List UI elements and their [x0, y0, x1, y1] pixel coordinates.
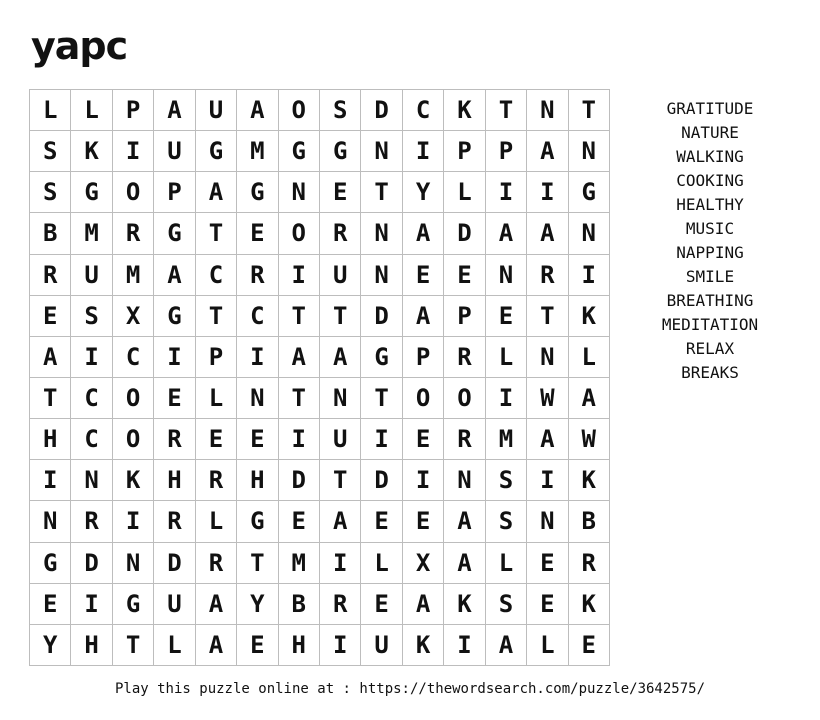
grid-cell[interactable]: H	[279, 625, 320, 666]
grid-cell[interactable]: L	[444, 172, 485, 213]
grid-cell[interactable]: A	[569, 378, 610, 419]
grid-cell[interactable]: I	[71, 584, 112, 625]
grid-cell[interactable]: E	[237, 213, 278, 254]
grid-cell[interactable]: A	[444, 543, 485, 584]
grid-cell[interactable]: I	[486, 172, 527, 213]
grid-cell[interactable]: X	[403, 543, 444, 584]
grid-cell[interactable]: I	[320, 543, 361, 584]
word-list-item: GRATITUDE	[666, 99, 754, 118]
play-online-footer: Play this puzzle online at : https://thewordsearch.com/puzzle/3642575/	[114, 681, 705, 697]
grid-cell[interactable]: N	[30, 501, 71, 542]
grid-cell[interactable]: A	[403, 213, 444, 254]
grid-cell[interactable]: R	[527, 255, 568, 296]
grid-cell[interactable]: T	[361, 378, 402, 419]
grid-cell[interactable]: I	[361, 419, 402, 460]
grid-cell[interactable]: I	[279, 419, 320, 460]
grid-cell[interactable]: I	[71, 337, 112, 378]
grid-cell[interactable]: E	[444, 255, 485, 296]
grid-cell[interactable]: I	[154, 337, 195, 378]
grid-cell[interactable]: T	[196, 296, 237, 337]
grid-cell[interactable]: G	[71, 172, 112, 213]
grid-cell[interactable]: T	[279, 378, 320, 419]
grid-cell[interactable]: C	[403, 90, 444, 131]
grid-cell[interactable]: P	[196, 337, 237, 378]
grid-cell[interactable]: L	[196, 501, 237, 542]
word-list	[640, 97, 780, 385]
grid-cell[interactable]: K	[403, 625, 444, 666]
grid-cell[interactable]: K	[113, 460, 154, 501]
grid-cell[interactable]: N	[279, 172, 320, 213]
letter-grid[interactable]	[29, 89, 610, 666]
grid-cell[interactable]: O	[444, 378, 485, 419]
grid-cell[interactable]: E	[237, 625, 278, 666]
grid-cell[interactable]: R	[237, 255, 278, 296]
grid-cell[interactable]: Y	[237, 584, 278, 625]
grid-cell[interactable]: A	[279, 337, 320, 378]
grid-cell[interactable]: C	[113, 337, 154, 378]
grid-cell[interactable]: H	[154, 460, 195, 501]
grid-cell[interactable]: L	[71, 90, 112, 131]
grid-cell[interactable]: S	[486, 584, 527, 625]
grid-cell[interactable]: K	[444, 90, 485, 131]
grid-cell[interactable]: D	[361, 90, 402, 131]
word-list-item: COOKING	[676, 171, 744, 190]
grid-cell[interactable]: C	[71, 419, 112, 460]
grid-cell[interactable]: U	[71, 255, 112, 296]
grid-cell[interactable]: O	[113, 419, 154, 460]
grid-cell[interactable]: E	[154, 378, 195, 419]
grid-cell[interactable]: A	[403, 584, 444, 625]
word-list-item: SMILE	[685, 267, 735, 286]
grid-cell[interactable]: P	[113, 90, 154, 131]
grid-cell[interactable]: B	[30, 213, 71, 254]
grid-cell[interactable]: U	[361, 625, 402, 666]
grid-cell[interactable]: Y	[403, 172, 444, 213]
grid-cell[interactable]: G	[237, 501, 278, 542]
grid-cell[interactable]: N	[113, 543, 154, 584]
grid-cell[interactable]: A	[320, 337, 361, 378]
grid-cell[interactable]: O	[403, 378, 444, 419]
grid-cell[interactable]: I	[403, 131, 444, 172]
grid-cell[interactable]: L	[30, 90, 71, 131]
grid-cell[interactable]: G	[154, 296, 195, 337]
grid-cell[interactable]: P	[444, 131, 485, 172]
grid-cell[interactable]: E	[403, 255, 444, 296]
grid-cell[interactable]: A	[320, 501, 361, 542]
grid-cell[interactable]: N	[71, 460, 112, 501]
grid-cell[interactable]: N	[361, 213, 402, 254]
grid-cell[interactable]: A	[527, 213, 568, 254]
word-list-item: MEDITATION	[661, 315, 759, 334]
grid-cell[interactable]: T	[113, 625, 154, 666]
grid-cell[interactable]: N	[486, 255, 527, 296]
grid-cell[interactable]: E	[403, 501, 444, 542]
grid-cell[interactable]: L	[486, 543, 527, 584]
grid-cell[interactable]: N	[361, 255, 402, 296]
grid-cell[interactable]: D	[361, 296, 402, 337]
grid-cell[interactable]: S	[30, 131, 71, 172]
grid-cell[interactable]: M	[237, 131, 278, 172]
grid-cell[interactable]: E	[320, 172, 361, 213]
grid-cell[interactable]: D	[154, 543, 195, 584]
grid-cell[interactable]: L	[569, 337, 610, 378]
grid-cell[interactable]: K	[71, 131, 112, 172]
grid-cell[interactable]: O	[279, 213, 320, 254]
grid-cell[interactable]: W	[569, 419, 610, 460]
grid-cell[interactable]: I	[113, 131, 154, 172]
grid-cell[interactable]: I	[279, 255, 320, 296]
grid-cell[interactable]: B	[569, 501, 610, 542]
grid-cell[interactable]: I	[444, 625, 485, 666]
grid-cell[interactable]: G	[154, 213, 195, 254]
grid-cell[interactable]: A	[486, 625, 527, 666]
grid-cell[interactable]: E	[30, 296, 71, 337]
grid-cell[interactable]: A	[154, 255, 195, 296]
grid-cell[interactable]: A	[30, 337, 71, 378]
grid-cell[interactable]: A	[237, 90, 278, 131]
grid-cell[interactable]: S	[486, 460, 527, 501]
grid-cell[interactable]: S	[71, 296, 112, 337]
grid-cell[interactable]: R	[569, 543, 610, 584]
grid-cell[interactable]: G	[196, 131, 237, 172]
grid-cell[interactable]: L	[154, 625, 195, 666]
grid-cell[interactable]: C	[237, 296, 278, 337]
grid-cell[interactable]: R	[154, 501, 195, 542]
grid-cell[interactable]: Y	[30, 625, 71, 666]
grid-cell[interactable]: I	[237, 337, 278, 378]
grid-cell[interactable]: T	[569, 90, 610, 131]
grid-cell[interactable]: O	[113, 378, 154, 419]
grid-cell[interactable]: L	[361, 543, 402, 584]
word-list-item: RELAX	[685, 339, 735, 358]
grid-cell[interactable]: E	[237, 419, 278, 460]
grid-cell[interactable]: R	[196, 543, 237, 584]
grid-cell[interactable]: T	[320, 296, 361, 337]
grid-cell[interactable]: G	[279, 131, 320, 172]
grid-cell[interactable]: N	[361, 131, 402, 172]
grid-cell[interactable]: G	[113, 584, 154, 625]
grid-cell[interactable]: N	[527, 90, 568, 131]
grid-cell[interactable]: U	[154, 584, 195, 625]
grid-cell[interactable]: L	[486, 337, 527, 378]
grid-cell[interactable]: I	[527, 460, 568, 501]
grid-cell[interactable]: M	[71, 213, 112, 254]
grid-cell[interactable]: D	[361, 460, 402, 501]
grid-cell[interactable]: E	[279, 501, 320, 542]
grid-cell[interactable]: W	[527, 378, 568, 419]
grid-cell[interactable]: K	[569, 296, 610, 337]
grid-cell[interactable]: M	[486, 419, 527, 460]
grid-cell[interactable]: T	[361, 172, 402, 213]
grid-cell[interactable]: I	[403, 460, 444, 501]
grid-cell[interactable]: R	[320, 213, 361, 254]
grid-cell[interactable]: N	[320, 378, 361, 419]
grid-cell[interactable]: U	[320, 255, 361, 296]
grid-cell[interactable]: I	[486, 378, 527, 419]
grid-cell[interactable]: M	[113, 255, 154, 296]
grid-cell[interactable]: R	[71, 501, 112, 542]
grid-cell[interactable]: R	[320, 584, 361, 625]
grid-cell[interactable]: N	[569, 213, 610, 254]
grid-cell[interactable]: C	[196, 255, 237, 296]
grid-cell[interactable]: P	[444, 296, 485, 337]
grid-cell[interactable]: D	[444, 213, 485, 254]
grid-cell[interactable]: I	[113, 501, 154, 542]
grid-cell[interactable]: U	[196, 90, 237, 131]
grid-cell[interactable]: I	[30, 460, 71, 501]
grid-cell[interactable]: E	[30, 584, 71, 625]
grid-cell[interactable]: R	[30, 255, 71, 296]
grid-cell[interactable]: A	[486, 213, 527, 254]
grid-cell[interactable]: T	[196, 213, 237, 254]
grid-cell[interactable]: I	[527, 172, 568, 213]
grid-cell[interactable]: S	[486, 501, 527, 542]
grid-cell[interactable]: S	[320, 90, 361, 131]
grid-cell[interactable]: P	[154, 172, 195, 213]
grid-cell[interactable]: L	[196, 378, 237, 419]
grid-cell[interactable]: T	[486, 90, 527, 131]
grid-cell[interactable]: R	[444, 419, 485, 460]
grid-cell[interactable]: T	[527, 296, 568, 337]
grid-cell[interactable]: G	[569, 172, 610, 213]
grid-cell[interactable]: D	[279, 460, 320, 501]
grid-cell[interactable]: K	[569, 460, 610, 501]
grid-cell[interactable]: A	[444, 501, 485, 542]
grid-cell[interactable]: E	[361, 584, 402, 625]
grid-cell[interactable]: T	[320, 460, 361, 501]
grid-cell[interactable]: E	[569, 625, 610, 666]
grid-cell[interactable]: S	[30, 172, 71, 213]
grid-cell[interactable]: N	[569, 131, 610, 172]
grid-cell[interactable]: R	[196, 460, 237, 501]
grid-cell[interactable]: A	[403, 296, 444, 337]
grid-cell[interactable]: B	[279, 584, 320, 625]
grid-cell[interactable]: N	[527, 501, 568, 542]
grid-cell[interactable]: K	[444, 584, 485, 625]
grid-cell[interactable]: L	[527, 625, 568, 666]
word-list-item: NATURE	[681, 123, 739, 142]
grid-cell[interactable]: C	[71, 378, 112, 419]
grid-cell[interactable]: H	[237, 460, 278, 501]
grid-cell[interactable]: O	[113, 172, 154, 213]
grid-cell[interactable]: A	[154, 90, 195, 131]
grid-cell[interactable]: E	[527, 543, 568, 584]
grid-cell[interactable]: A	[527, 131, 568, 172]
grid-cell[interactable]: A	[527, 419, 568, 460]
grid-cell[interactable]: E	[196, 419, 237, 460]
grid-cell[interactable]: R	[444, 337, 485, 378]
puzzle-title: yapc	[31, 24, 128, 68]
grid-cell[interactable]: K	[569, 584, 610, 625]
grid-cell[interactable]: E	[486, 296, 527, 337]
word-list-item: NAPPING	[676, 243, 744, 262]
grid-cell[interactable]: A	[196, 625, 237, 666]
grid-cell[interactable]: M	[279, 543, 320, 584]
grid-cell[interactable]: R	[113, 213, 154, 254]
grid-cell[interactable]: E	[403, 419, 444, 460]
word-list-item: BREATHING	[666, 291, 754, 310]
grid-cell[interactable]: N	[237, 378, 278, 419]
grid-cell[interactable]: T	[30, 378, 71, 419]
grid-cell[interactable]: X	[113, 296, 154, 337]
grid-cell[interactable]: E	[361, 501, 402, 542]
grid-cell[interactable]: U	[320, 419, 361, 460]
grid-cell[interactable]: R	[154, 419, 195, 460]
grid-cell[interactable]: I	[569, 255, 610, 296]
word-list-item: WALKING	[676, 147, 744, 166]
grid-cell[interactable]: P	[486, 131, 527, 172]
grid-cell[interactable]: H	[71, 625, 112, 666]
grid-cell[interactable]: A	[196, 172, 237, 213]
grid-cell[interactable]: T	[237, 543, 278, 584]
grid-cell[interactable]: P	[403, 337, 444, 378]
grid-cell[interactable]: T	[279, 296, 320, 337]
grid-cell[interactable]: N	[444, 460, 485, 501]
grid-cell[interactable]: G	[361, 337, 402, 378]
grid-cell[interactable]: I	[320, 625, 361, 666]
word-list-item: MUSIC	[685, 219, 735, 238]
word-list-item: HEALTHY	[676, 195, 744, 214]
word-list-item: BREAKS	[681, 363, 739, 382]
grid-cell[interactable]: G	[30, 543, 71, 584]
grid-cell[interactable]: H	[30, 419, 71, 460]
grid-cell[interactable]: U	[154, 131, 195, 172]
grid-cell[interactable]: N	[527, 337, 568, 378]
grid-cell[interactable]: D	[71, 543, 112, 584]
grid-cell[interactable]: E	[527, 584, 568, 625]
grid-cell[interactable]: G	[320, 131, 361, 172]
grid-cell[interactable]: O	[279, 90, 320, 131]
grid-cell[interactable]: G	[237, 172, 278, 213]
grid-cell[interactable]: A	[196, 584, 237, 625]
